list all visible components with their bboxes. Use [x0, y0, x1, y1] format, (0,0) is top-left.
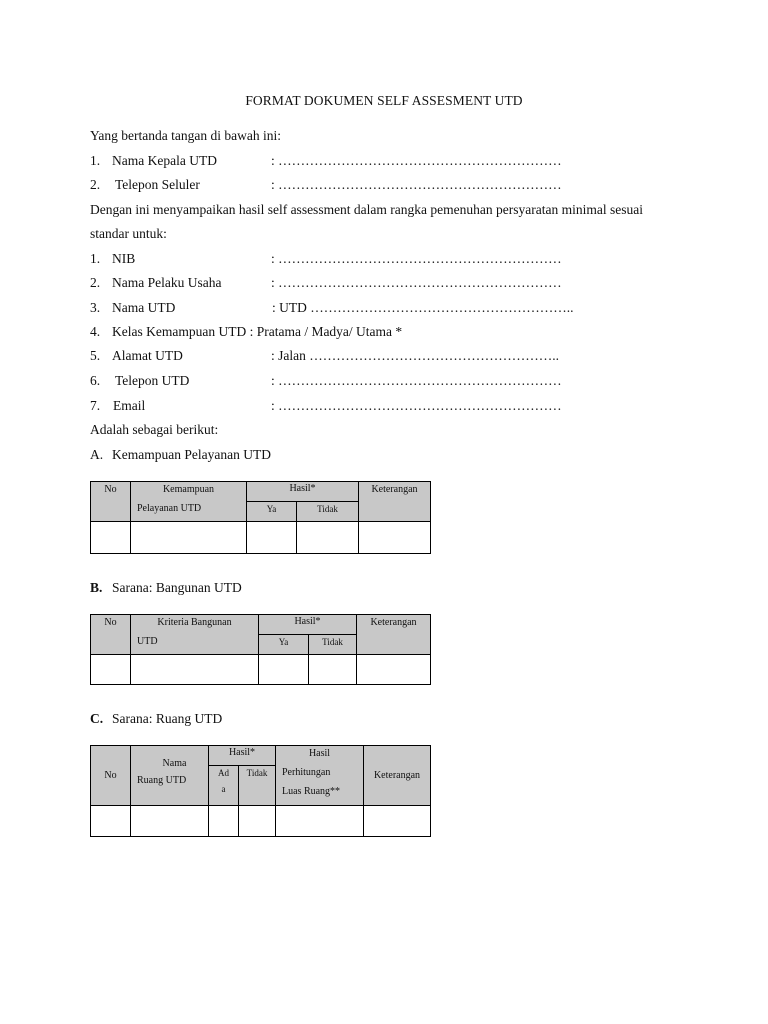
header-ya: Ya [247, 502, 297, 522]
header-no: No [91, 482, 131, 522]
field-number: 1. [90, 251, 101, 266]
table-bangunan [90, 614, 431, 685]
field-value-alamat: : Jalan ……………………………………………….. [271, 348, 559, 363]
table-row [91, 655, 431, 685]
field-label-alamat: Alamat UTD [112, 348, 183, 363]
header-keterangan: Keterangan [357, 615, 431, 655]
section-c-letter: C. [90, 711, 104, 726]
field-label-nama-utd: Nama UTD [112, 300, 176, 315]
table-kemampuan-pelayanan [90, 481, 431, 554]
field-value-nama-kepala: : ……………………………………………………… [271, 153, 562, 168]
field-label-telepon-seluler: Telepon Seluler [115, 177, 200, 192]
header-hasil: Hasil* [247, 482, 359, 502]
section-c-title: Sarana: Ruang UTD [112, 711, 223, 726]
section-a-letter: A. [90, 447, 104, 462]
field-label-nama-pelaku: Nama Pelaku Usaha [112, 275, 222, 290]
field-value-nama-pelaku: : ……………………………………………………… [271, 275, 562, 290]
section-b-letter: B. [90, 580, 103, 595]
header-tidak: Tidak [297, 502, 359, 522]
header-no: No [91, 615, 131, 655]
header-keterangan: Keterangan [359, 482, 431, 522]
statement-text: Dengan ini menyampaikan hasil self assessment dalam rangka pemenuhan persyaratan minimal sesuai [90, 202, 643, 217]
field-label-email: Email [113, 398, 146, 413]
header-ya: Ya [259, 635, 309, 655]
header-hasil: Hasil* [209, 746, 276, 766]
header-kemampuan: Kemampuan Pelayanan UTD [131, 482, 247, 522]
header-hasil-perhitungan: Hasil Perhitungan Luas Ruang** [276, 746, 364, 806]
header-tidak: Tidak [309, 635, 357, 655]
header-ada: Ad a [209, 766, 239, 806]
header-tidak: Tidak [239, 766, 276, 806]
field-value-nama-utd: : UTD ………………………………………………….. [272, 300, 574, 315]
section-a-title: Kemampuan Pelayanan UTD [112, 447, 271, 462]
field-number: 3. [90, 300, 101, 315]
intro-text: Yang bertanda tangan di bawah ini: [90, 128, 281, 143]
field-value-email: : ……………………………………………………… [271, 398, 562, 413]
field-label-telepon-utd: Telepon UTD [115, 373, 190, 388]
document-title: FORMAT DOKUMEN SELF ASSESMENT UTD [245, 93, 523, 108]
field-value-telepon-seluler: : ……………………………………………………… [271, 177, 562, 192]
field-label-kelas-kemampuan: Kelas Kemampuan UTD : Pratama / Madya/ Utama * [112, 324, 403, 339]
header-no: No [91, 746, 131, 806]
field-number: 1. [90, 153, 101, 168]
table-row [91, 522, 431, 554]
header-hasil: Hasil* [259, 615, 357, 635]
field-number: 2. [90, 275, 101, 290]
field-number: 5. [90, 348, 101, 363]
table-ruang [90, 745, 431, 837]
field-number: 2. [90, 177, 101, 192]
field-number: 7. [90, 398, 101, 413]
field-number: 6. [90, 373, 101, 388]
closing-text: Adalah sebagai berikut: [90, 422, 219, 437]
section-b-title: Sarana: Bangunan UTD [112, 580, 242, 595]
statement-text-cont: standar untuk: [90, 226, 167, 241]
header-nama-ruang: Nama Ruang UTD [131, 746, 209, 806]
field-value-nib: : ……………………………………………………… [271, 251, 562, 266]
field-number: 4. [90, 324, 101, 339]
header-keterangan: Keterangan [364, 746, 431, 806]
field-label-nib: NIB [112, 251, 136, 266]
header-kriteria: Kriteria Bangunan UTD [131, 615, 259, 655]
field-value-telepon-utd: : ……………………………………………………… [271, 373, 562, 388]
field-label-nama-kepala: Nama Kepala UTD [112, 153, 217, 168]
table-row [91, 806, 431, 837]
